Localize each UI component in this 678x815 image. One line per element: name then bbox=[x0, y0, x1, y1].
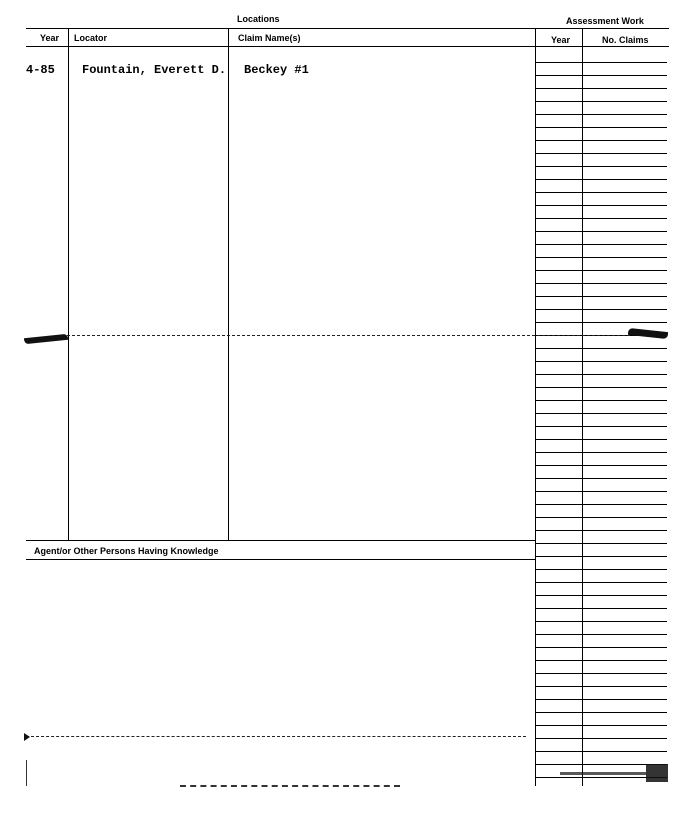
assessment-grid-line bbox=[535, 426, 667, 427]
assessment-grid-line bbox=[535, 686, 667, 687]
agent-bottom-line bbox=[26, 559, 535, 560]
assessment-grid-line bbox=[535, 283, 667, 284]
assessment-grid-line bbox=[535, 309, 667, 310]
agent-top-line bbox=[26, 540, 535, 541]
assessment-grid-line bbox=[535, 569, 667, 570]
assessment-grid-line bbox=[535, 62, 667, 63]
assessment-grid-line bbox=[535, 673, 667, 674]
assessment-grid-line bbox=[535, 595, 667, 596]
assessment-grid-line bbox=[535, 439, 667, 440]
assessment-grid-line bbox=[535, 140, 667, 141]
assessment-grid-line bbox=[535, 413, 667, 414]
entry-claim-name: Beckey #1 bbox=[244, 63, 309, 77]
assessment-grid-line bbox=[535, 361, 667, 362]
assessment-grid-line bbox=[535, 127, 667, 128]
assessment-grid-line bbox=[535, 400, 667, 401]
aw-year-column-header: Year bbox=[551, 35, 571, 45]
entry-year: 4-85 bbox=[26, 63, 55, 77]
assessment-grid-line bbox=[535, 504, 667, 505]
assessment-grid-line bbox=[535, 725, 667, 726]
assessment-grid-line bbox=[535, 634, 667, 635]
locator-column-header: Locator bbox=[74, 33, 108, 43]
locations-heading: Locations bbox=[237, 14, 280, 24]
assessment-grid-line bbox=[535, 543, 667, 544]
assessment-grid-line bbox=[535, 192, 667, 193]
assessment-grid-line bbox=[535, 621, 667, 622]
assessment-grid-line bbox=[535, 114, 667, 115]
assessment-grid-line bbox=[535, 452, 667, 453]
scan-mark-right bbox=[628, 328, 668, 339]
assessment-grid-line bbox=[535, 608, 667, 609]
assessment-grid-line bbox=[535, 205, 667, 206]
assessment-grid-line bbox=[535, 153, 667, 154]
assessment-grid-line bbox=[535, 465, 667, 466]
scan-mark-left bbox=[24, 334, 68, 345]
assessment-grid-line bbox=[535, 556, 667, 557]
assessment-grid-line bbox=[535, 218, 667, 219]
fold-line bbox=[62, 335, 630, 336]
assessment-grid-line bbox=[535, 348, 667, 349]
claim-names-column-header: Claim Name(s) bbox=[238, 33, 301, 43]
scan-arrow-left bbox=[24, 733, 30, 741]
assessment-grid-line bbox=[535, 517, 667, 518]
assessment-grid-line bbox=[535, 738, 667, 739]
assessment-grid-line bbox=[535, 270, 667, 271]
bottom-fragment-line bbox=[180, 785, 400, 787]
assessment-grid-line bbox=[535, 166, 667, 167]
assessment-grid-line bbox=[535, 582, 667, 583]
assessment-grid-line bbox=[535, 257, 667, 258]
assessment-grid-line bbox=[535, 478, 667, 479]
assessment-grid-line bbox=[535, 75, 667, 76]
header-bottom-line bbox=[26, 46, 669, 47]
assessment-grid-line bbox=[535, 712, 667, 713]
assessment-grid-line bbox=[535, 491, 667, 492]
assessment-work-heading: Assessment Work bbox=[566, 16, 644, 26]
assessment-grid-line bbox=[535, 374, 667, 375]
scan-smudge-right bbox=[560, 772, 646, 775]
assessment-grid-line bbox=[535, 751, 667, 752]
aw-no-claims-column-header: No. Claims bbox=[602, 35, 649, 45]
assessment-grid-line bbox=[535, 244, 667, 245]
assessment-grid-line bbox=[535, 387, 667, 388]
scan-edge-mark bbox=[26, 760, 27, 786]
assessment-grid-line bbox=[535, 322, 667, 323]
locator-claim-divider bbox=[228, 28, 229, 540]
assessment-grid-line bbox=[535, 699, 667, 700]
assessment-grid-line bbox=[535, 179, 667, 180]
year-column-header: Year bbox=[40, 33, 60, 43]
top-frame-line bbox=[26, 28, 669, 29]
assessment-grid-line bbox=[535, 530, 667, 531]
assessment-grid-line bbox=[535, 88, 667, 89]
lower-dashed-line bbox=[26, 736, 526, 737]
assessment-grid-line bbox=[535, 296, 667, 297]
entry-locator: Fountain, Everett D. bbox=[82, 63, 227, 77]
scan-smudge-bottom-right bbox=[646, 764, 668, 782]
assessment-grid-line bbox=[535, 660, 667, 661]
agent-section-label: Agent/or Other Persons Having Knowledge bbox=[34, 546, 219, 556]
assessment-grid-line bbox=[535, 647, 667, 648]
assessment-grid-line bbox=[535, 231, 667, 232]
assessment-grid-line bbox=[535, 101, 667, 102]
year-locator-divider bbox=[68, 28, 69, 540]
